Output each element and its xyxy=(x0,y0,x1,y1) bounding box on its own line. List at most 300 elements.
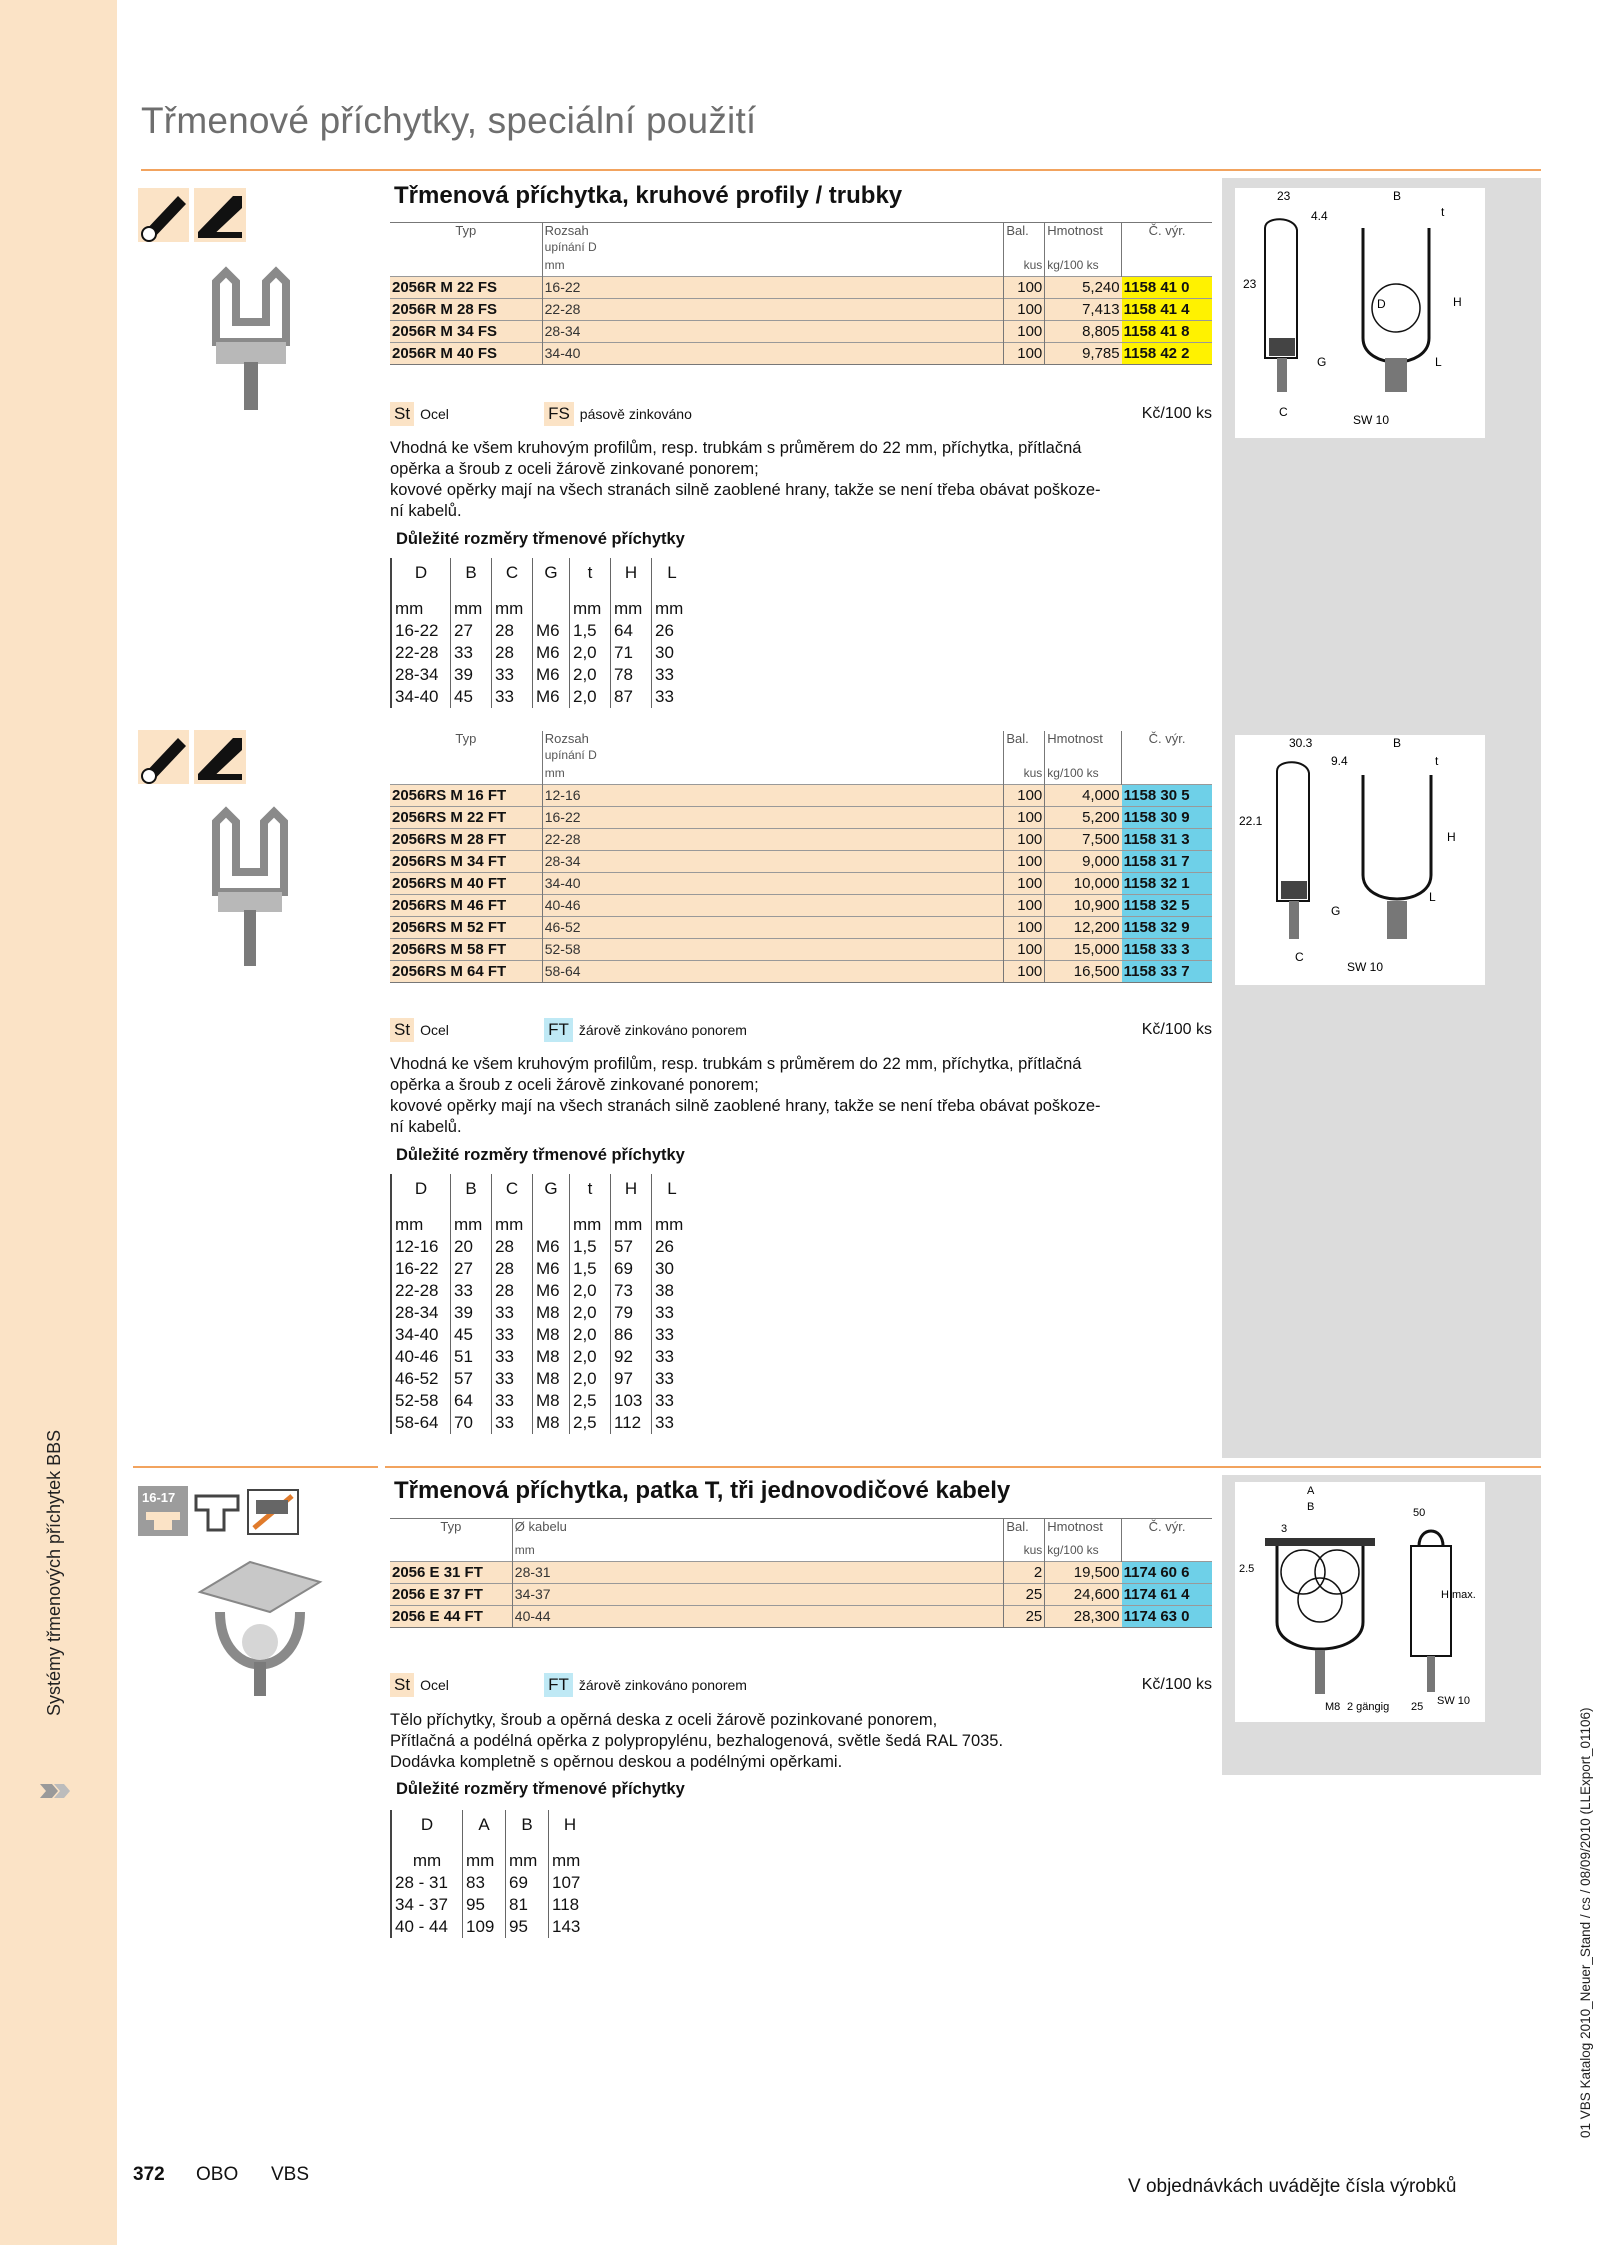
clamp-photo xyxy=(200,802,300,972)
dimensions-table xyxy=(390,1810,591,1938)
col-bal: Bal. xyxy=(1004,731,1045,763)
col-typ: Typ xyxy=(390,223,542,256)
cell-hmotnost: 5,200 xyxy=(1045,807,1122,829)
cell-cislo: 1158 30 5 xyxy=(1122,785,1212,807)
dim-cell: 1,5 xyxy=(570,1258,611,1280)
dim-cell: 51 xyxy=(451,1346,492,1368)
dim-cell: 28 xyxy=(492,620,533,642)
dim-cell: 57 xyxy=(451,1368,492,1390)
material-label: Ocel xyxy=(420,1677,449,1693)
page-number: 372 xyxy=(133,2164,165,2185)
dim-cell: 33 xyxy=(652,1390,693,1412)
table-header xyxy=(390,223,1212,256)
cell-bal: 25 xyxy=(1004,1584,1045,1606)
dim-cell: 33 xyxy=(652,664,693,686)
material-badge: St xyxy=(390,1673,414,1697)
drawing-label: 22.1 xyxy=(1239,814,1263,828)
dim-row xyxy=(391,686,692,708)
drawing-label: t xyxy=(1435,754,1439,768)
dim-head: B xyxy=(451,558,492,594)
dimensions-table xyxy=(390,1174,692,1434)
cell-hmotnost: 28,300 xyxy=(1045,1606,1122,1628)
dim-cell: 39 xyxy=(451,1302,492,1324)
cell-cislo: 1158 32 9 xyxy=(1122,917,1212,939)
cell-cislo: 1158 41 8 xyxy=(1122,321,1212,343)
dim-cell: 2,0 xyxy=(570,686,611,708)
dim-head: H xyxy=(549,1810,592,1846)
material-label: Ocel xyxy=(420,406,449,422)
unit-rozsah: mm xyxy=(514,1543,535,1557)
dim-cell: 28 xyxy=(492,1280,533,1302)
unit-bal: kus xyxy=(1004,255,1045,277)
dim-cell: 34-40 xyxy=(391,1324,451,1346)
table-header xyxy=(390,731,1212,763)
col-cvyr: Č. výr. xyxy=(1122,223,1212,256)
dim-unit: mm xyxy=(391,594,451,620)
drawing-label: C xyxy=(1295,950,1304,964)
description xyxy=(390,438,1220,522)
dim-cell: 109 xyxy=(463,1916,506,1938)
dim-head: B xyxy=(451,1174,492,1210)
dim-cell: 28-34 xyxy=(391,1302,451,1324)
dim-cell: 28-34 xyxy=(391,664,451,686)
cell-cislo: 1158 32 1 xyxy=(1122,873,1212,895)
cell-bal: 100 xyxy=(1004,299,1045,321)
cell-bal: 100 xyxy=(1004,829,1045,851)
col-typ: Typ xyxy=(390,1519,512,1541)
cell-hmotnost: 8,805 xyxy=(1045,321,1122,343)
dim-cell: 28 xyxy=(492,1258,533,1280)
table-row xyxy=(390,785,1212,807)
material-badge: St xyxy=(390,1018,414,1042)
cell-rozsah: 46-52 xyxy=(542,917,1004,939)
description-line: kovové opěrky mají na všech stranách silně zaoblené hrany, takže se není třeba obávat poškoze- xyxy=(390,481,1101,499)
dim-cell: 33 xyxy=(492,664,533,686)
finish-label: žárově zinkováno ponorem xyxy=(578,1022,747,1038)
cell-bal: 100 xyxy=(1004,961,1045,983)
dim-head: H xyxy=(611,1174,652,1210)
drawing-label: H xyxy=(1453,295,1462,309)
dim-cell: 118 xyxy=(549,1894,592,1916)
dim-unit: mm xyxy=(611,1210,652,1236)
drawing-label: H xyxy=(1447,830,1456,844)
table-row xyxy=(390,961,1212,983)
dim-unit: mm xyxy=(492,594,533,620)
dim-cell: 92 xyxy=(611,1346,652,1368)
dim-head: G xyxy=(533,558,570,594)
table-row xyxy=(390,1584,1212,1606)
cell-rozsah: 34-40 xyxy=(542,343,1004,365)
dim-cell: 33 xyxy=(492,1368,533,1390)
dim-units xyxy=(391,1846,591,1872)
dim-cell: 33 xyxy=(652,1346,693,1368)
cell-cislo: 1158 41 0 xyxy=(1122,277,1212,299)
dim-cell: 103 xyxy=(611,1390,652,1412)
drawing-label: G xyxy=(1331,904,1341,918)
col-rozsah-label: Rozsah xyxy=(544,731,589,746)
cell-typ: 2056RS M 16 FT xyxy=(390,785,542,807)
cell-hmotnost: 16,500 xyxy=(1045,961,1122,983)
unit-bal: kus xyxy=(1004,1540,1045,1562)
technical-drawing xyxy=(1235,735,1485,985)
cell-cislo: 1174 61 4 xyxy=(1122,1584,1212,1606)
dim-row xyxy=(391,1368,692,1390)
dim-cell: 33 xyxy=(652,1302,693,1324)
description xyxy=(390,1710,1220,1773)
drawing-label: 50 xyxy=(1413,1507,1426,1519)
dim-unit: mm xyxy=(652,594,693,620)
dim-cell: 33 xyxy=(652,1368,693,1390)
cell-typ: 2056 E 31 FT xyxy=(390,1562,512,1584)
cell-bal: 100 xyxy=(1004,851,1045,873)
clamp-photo xyxy=(190,1552,330,1702)
cell-bal: 25 xyxy=(1004,1606,1045,1628)
unit-hmotnost: kg/100 ks xyxy=(1045,255,1122,277)
col-typ: Typ xyxy=(390,731,542,763)
dim-cell: 33 xyxy=(652,686,693,708)
cell-typ: 2056RS M 40 FT xyxy=(390,873,542,895)
dim-cell: 95 xyxy=(463,1894,506,1916)
col-rozsah: Ø kabelu xyxy=(514,1519,567,1534)
cell-cislo: 1158 32 5 xyxy=(1122,895,1212,917)
unit-cell xyxy=(390,255,542,277)
description-line: Tělo příchytky, šroub a opěrná deska z oceli žárově pozinkované ponorem, xyxy=(390,1711,938,1729)
drawing-label: 9.4 xyxy=(1331,754,1348,768)
description-line: kovové opěrky mají na všech stranách silně zaoblené hrany, takže se není třeba obávat poškoze- xyxy=(390,1097,1101,1115)
technical-drawing xyxy=(1235,188,1485,438)
col-hmotnost: Hmotnost xyxy=(1045,223,1122,256)
dim-row xyxy=(391,1390,692,1412)
cell-hmotnost: 5,240 xyxy=(1045,277,1122,299)
cell-typ: 2056R M 40 FS xyxy=(390,343,542,365)
drawing-label: 30.3 xyxy=(1289,736,1313,750)
cell-rozsah: 12-16 xyxy=(542,785,1004,807)
description-line: opěrka a šroub z oceli žárově zinkované ponorem; xyxy=(390,460,759,478)
table-row xyxy=(390,917,1212,939)
description-line: ní kabelů. xyxy=(390,1118,462,1136)
dim-row xyxy=(391,1894,591,1916)
dim-cell: 33 xyxy=(451,1280,492,1302)
material-row xyxy=(390,402,1212,426)
dim-header xyxy=(391,558,692,594)
dim-cell: 34-40 xyxy=(391,686,451,708)
cell-bal: 100 xyxy=(1004,785,1045,807)
description-line: Vhodná ke všem kruhovým profilům, resp. trubkám s průměrem do 22 mm, příchytka, přítlačná xyxy=(390,1055,1082,1073)
dim-unit: mm xyxy=(506,1846,549,1872)
col-bal: Bal. xyxy=(1004,223,1045,256)
dim-cell: M8 xyxy=(533,1346,570,1368)
drawing-label: SW 10 xyxy=(1347,960,1384,974)
dim-cell: 58-64 xyxy=(391,1412,451,1434)
cell-rozsah: 16-22 xyxy=(542,277,1004,299)
dim-cell: 87 xyxy=(611,686,652,708)
sidebar xyxy=(0,0,117,2245)
dim-cell: 2,0 xyxy=(570,1280,611,1302)
dim-cell: 2,0 xyxy=(570,1346,611,1368)
cell-hmotnost: 4,000 xyxy=(1045,785,1122,807)
dim-cell: 2,0 xyxy=(570,1368,611,1390)
cell-rozsah: 22-28 xyxy=(542,829,1004,851)
cell-typ: 2056 E 37 FT xyxy=(390,1584,512,1606)
dim-cell: 20 xyxy=(451,1236,492,1258)
dim-unit: mm xyxy=(451,594,492,620)
dim-cell: 33 xyxy=(492,1346,533,1368)
table-row xyxy=(390,939,1212,961)
dim-unit: mm xyxy=(492,1210,533,1236)
col-rozsah-label2: upínání D xyxy=(544,240,597,254)
dim-cell: 33 xyxy=(451,642,492,664)
dim-cell: 57 xyxy=(611,1236,652,1258)
cell-hmotnost: 12,200 xyxy=(1045,917,1122,939)
dim-cell: M8 xyxy=(533,1368,570,1390)
drawing-label: L xyxy=(1435,355,1442,369)
dim-cell: 2,0 xyxy=(570,1302,611,1324)
drawing-label: D xyxy=(1377,297,1386,311)
dim-row xyxy=(391,1346,692,1368)
dim-cell: 27 xyxy=(451,1258,492,1280)
dim-cell: 33 xyxy=(492,1302,533,1324)
dim-cell: M8 xyxy=(533,1324,570,1346)
dim-row xyxy=(391,1412,692,1434)
cell-hmotnost: 9,785 xyxy=(1045,343,1122,365)
unit-rozsah: mm xyxy=(544,258,565,272)
export-info: 01 VBS Katalog 2010_Neuer_Stand / cs / 08/09/2010 (LLExport_01106) xyxy=(1578,1707,1593,2138)
dim-head: G xyxy=(533,1174,570,1210)
dim-units xyxy=(391,1210,692,1236)
cell-hmotnost: 15,000 xyxy=(1045,939,1122,961)
dim-cell: 30 xyxy=(652,1258,693,1280)
dim-head: t xyxy=(570,558,611,594)
cell-bal: 2 xyxy=(1004,1562,1045,1584)
finish-badge: FT xyxy=(544,1018,573,1042)
dim-row xyxy=(391,664,692,686)
dim-cell: 107 xyxy=(549,1872,592,1894)
dim-cell: 16-22 xyxy=(391,1258,451,1280)
cell-cislo: 1174 63 0 xyxy=(1122,1606,1212,1628)
dim-cell: 73 xyxy=(611,1280,652,1302)
dim-head: H xyxy=(611,558,652,594)
dim-head: L xyxy=(652,558,693,594)
round-profile-icon xyxy=(138,188,246,243)
dim-cell: 38 xyxy=(652,1280,693,1302)
dim-head: D xyxy=(391,1174,451,1210)
unit-hmotnost: kg/100 ks xyxy=(1045,763,1122,785)
unit-cell xyxy=(1122,255,1212,277)
unit-cell xyxy=(390,1540,512,1562)
dim-unit: mm xyxy=(570,594,611,620)
dim-cell: 40 - 44 xyxy=(391,1916,463,1938)
description-line: ní kabelů. xyxy=(390,502,462,520)
cell-hmotnost: 7,500 xyxy=(1045,829,1122,851)
dim-cell: 26 xyxy=(652,1236,693,1258)
table-row xyxy=(390,277,1212,299)
brand-mark-icon xyxy=(38,1780,72,1802)
dim-cell: 12-16 xyxy=(391,1236,451,1258)
dim-cell: 45 xyxy=(451,1324,492,1346)
cell-rozsah: 40-44 xyxy=(512,1606,1004,1628)
dim-head: L xyxy=(652,1174,693,1210)
dim-row xyxy=(391,1302,692,1324)
dim-head: D xyxy=(391,558,451,594)
divider xyxy=(133,1466,378,1468)
drawing-label: C xyxy=(1279,405,1288,419)
drawing-label: B xyxy=(1393,736,1402,750)
dim-cell: 2,5 xyxy=(570,1412,611,1434)
col-rozsah-label: Rozsah xyxy=(544,223,589,238)
dim-row xyxy=(391,1258,692,1280)
cell-typ: 2056RS M 28 FT xyxy=(390,829,542,851)
cell-hmotnost: 24,600 xyxy=(1045,1584,1122,1606)
dim-unit xyxy=(533,1210,570,1236)
dim-head: C xyxy=(492,558,533,594)
dim-cell: 34 - 37 xyxy=(391,1894,463,1916)
dim-row xyxy=(391,642,692,664)
unit-hmotnost: kg/100 ks xyxy=(1045,1540,1122,1562)
table-row xyxy=(390,895,1212,917)
dim-cell: 33 xyxy=(492,686,533,708)
dim-cell: 52-58 xyxy=(391,1390,451,1412)
dim-head: A xyxy=(463,1810,506,1846)
dim-cell: 64 xyxy=(611,620,652,642)
table-row xyxy=(390,873,1212,895)
dim-cell: 28 xyxy=(492,1236,533,1258)
cell-typ: 2056RS M 52 FT xyxy=(390,917,542,939)
round-profile-icon xyxy=(138,730,246,785)
dim-row xyxy=(391,1872,591,1894)
footer-catalog: VBS xyxy=(271,2164,310,2185)
drawing-label: 4.4 xyxy=(1311,209,1328,223)
dim-cell: 46-52 xyxy=(391,1368,451,1390)
unit-bal: kus xyxy=(1004,763,1045,785)
dim-units xyxy=(391,594,692,620)
col-hmotnost: Hmotnost xyxy=(1045,731,1122,763)
description-line: opěrka a šroub z oceli žárově zinkované ponorem; xyxy=(390,1076,759,1094)
dim-cell: 40-46 xyxy=(391,1346,451,1368)
cell-bal: 100 xyxy=(1004,939,1045,961)
drawing-label: 2.5 xyxy=(1239,1563,1255,1575)
dim-cell: 70 xyxy=(451,1412,492,1434)
dim-unit: mm xyxy=(451,1210,492,1236)
cell-rozsah: 34-40 xyxy=(542,873,1004,895)
dim-unit: mm xyxy=(463,1846,506,1872)
description xyxy=(390,1054,1220,1138)
dim-head: t xyxy=(570,1174,611,1210)
dim-unit: mm xyxy=(570,1210,611,1236)
dim-cell: 71 xyxy=(611,642,652,664)
finish-label: žárově zinkováno ponorem xyxy=(578,1677,747,1693)
product-table xyxy=(390,222,1212,365)
cell-typ: 2056R M 34 FS xyxy=(390,321,542,343)
unit-cell xyxy=(1122,763,1212,785)
dim-cell: 28 xyxy=(492,642,533,664)
finish-badge: FS xyxy=(544,402,574,426)
cell-rozsah: 28-31 xyxy=(512,1562,1004,1584)
drawing-label: SW 10 xyxy=(1353,413,1390,427)
cell-rozsah: 58-64 xyxy=(542,961,1004,983)
table-row xyxy=(390,343,1212,365)
dim-row xyxy=(391,1280,692,1302)
finish-badge: FT xyxy=(544,1673,573,1697)
cell-cislo: 1158 31 3 xyxy=(1122,829,1212,851)
drawing-label: t xyxy=(1441,205,1445,219)
dim-cell: 22-28 xyxy=(391,642,451,664)
dim-cell: M8 xyxy=(533,1302,570,1324)
table-row xyxy=(390,299,1212,321)
cell-typ: 2056RS M 58 FT xyxy=(390,939,542,961)
divider xyxy=(385,1466,1541,1468)
page-title: Třmenové příchytky, speciální použití xyxy=(141,100,757,141)
material-row xyxy=(390,1673,1212,1697)
dimensions-title: Důležité rozměry třmenové příchytky xyxy=(396,1146,685,1164)
dim-cell: 112 xyxy=(611,1412,652,1434)
dim-cell: 1,5 xyxy=(570,620,611,642)
cell-bal: 100 xyxy=(1004,807,1045,829)
dim-cell: 33 xyxy=(652,1324,693,1346)
dim-cell: 2,0 xyxy=(570,642,611,664)
cell-bal: 100 xyxy=(1004,321,1045,343)
unit-cell xyxy=(390,763,542,785)
col-rozsah xyxy=(542,223,1004,256)
table-row xyxy=(390,1562,1212,1584)
dim-unit: mm xyxy=(652,1210,693,1236)
dim-cell: 28 - 31 xyxy=(391,1872,463,1894)
section-title: Třmenová příchytka, patka T, tři jednovodičové kabely xyxy=(394,1477,1011,1504)
cell-typ: 2056RS M 64 FT xyxy=(390,961,542,983)
cell-bal: 100 xyxy=(1004,895,1045,917)
technical-drawing xyxy=(1235,1482,1485,1722)
dim-cell: M6 xyxy=(533,620,570,642)
table-row xyxy=(390,807,1212,829)
material-label: Ocel xyxy=(420,1022,449,1038)
dim-cell: 39 xyxy=(451,664,492,686)
cell-typ: 2056 E 44 FT xyxy=(390,1606,512,1628)
dim-row xyxy=(391,1236,692,1258)
col-rozsah xyxy=(542,731,1004,763)
dim-cell: M8 xyxy=(533,1412,570,1434)
cell-hmotnost: 19,500 xyxy=(1045,1562,1122,1584)
dim-cell: 69 xyxy=(611,1258,652,1280)
material-row xyxy=(390,1018,1212,1042)
cell-rozsah: 22-28 xyxy=(542,299,1004,321)
dim-cell: 95 xyxy=(506,1916,549,1938)
dim-cell: 26 xyxy=(652,620,693,642)
cell-cislo: 1158 30 9 xyxy=(1122,807,1212,829)
table-row xyxy=(390,851,1212,873)
footer-brand: OBO xyxy=(196,2164,239,2185)
dim-cell: 33 xyxy=(652,1412,693,1434)
drawing-label: M8 xyxy=(1325,1701,1341,1713)
drawing-label: B xyxy=(1393,189,1402,203)
dim-cell: 69 xyxy=(506,1872,549,1894)
dim-cell: 83 xyxy=(463,1872,506,1894)
dimensions-title: Důležité rozměry třmenové příchytky xyxy=(396,530,685,548)
cell-rozsah: 16-22 xyxy=(542,807,1004,829)
col-rozsah-label2: upínání D xyxy=(544,748,597,762)
drawing-label: H max. xyxy=(1441,1589,1476,1601)
drawing-label: 25 xyxy=(1411,1701,1424,1713)
drawing-label: G xyxy=(1317,355,1327,369)
footer-note: V objednávkách uvádějte čísla výrobků xyxy=(1128,2176,1457,2197)
material-badge: St xyxy=(390,402,414,426)
table-row xyxy=(390,1606,1212,1628)
table-row xyxy=(390,321,1212,343)
dim-row xyxy=(391,1916,591,1938)
dim-header xyxy=(391,1174,692,1210)
dim-row xyxy=(391,1324,692,1346)
drawing-label: 23 xyxy=(1243,277,1257,291)
dim-head: D xyxy=(391,1810,463,1846)
dim-cell: M6 xyxy=(533,664,570,686)
